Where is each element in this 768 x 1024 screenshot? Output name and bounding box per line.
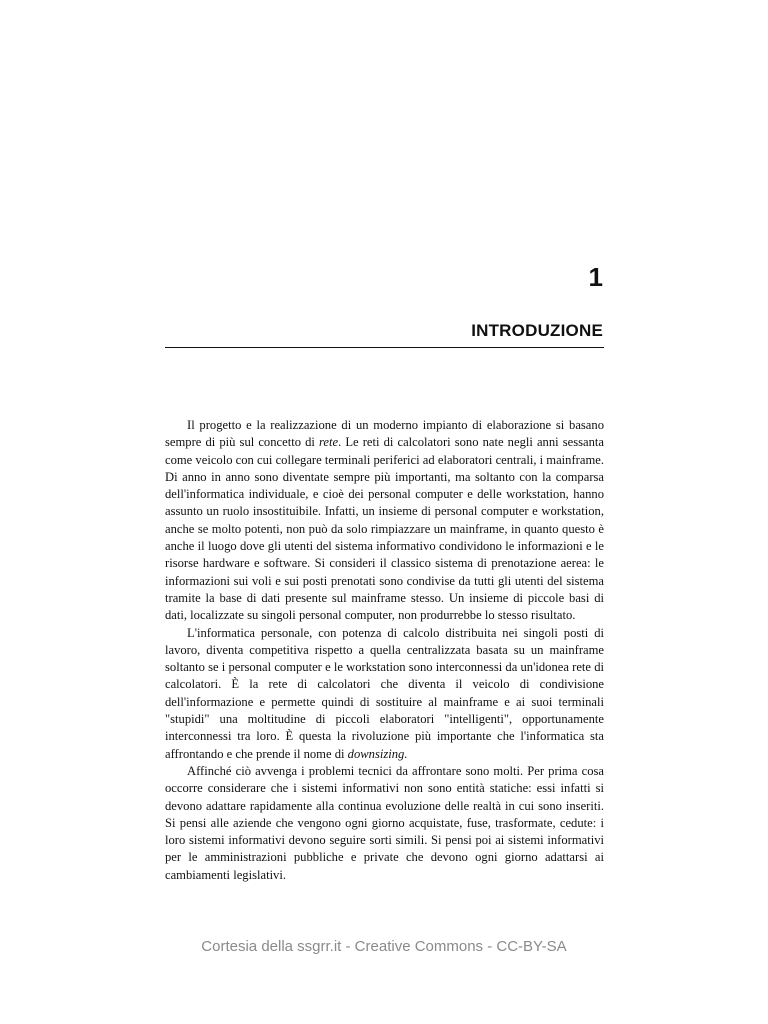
chapter-number: 1 (588, 262, 603, 292)
paragraph-3 (165, 763, 604, 884)
paragraph-2-text-a: L'informatica personale, con potenza di calcolo distribuita nei singoli posti di lavoro, diventa competitiva rispetto a quella centralizzata basata su un mainframe soltanto se i personal computer e le workstation sono interconnessi da un'idonea rete di calcolatori. È la rete di calcolatori che diventa il veicolo di condivisione dell'informazione e permette quindi di sostituire al mainframe e ai suoi terminali "stupidi" una moltitudine di piccoli elaboratori "intelligenti", opportunamente interconnessi tra loro. È questa la rivoluzione più importante che l'informatica sta affrontando e che prende il nome di (165, 625, 604, 761)
chapter-divider (165, 347, 604, 348)
footer-credit: Cortesia della ssgrr.it - Creative Commons - CC-BY-SA (201, 938, 567, 955)
paragraph-2 (165, 625, 604, 763)
paragraph-1-text-a: Il progetto e la realizzazione di un moderno impianto di elaborazione si basano sempre di più sul concetto di (165, 418, 604, 450)
chapter-body (165, 417, 604, 884)
term-downsizing: downsizing. (347, 746, 408, 761)
paragraph-3-text: Affinché ciò avvenga i problemi tecnici da affrontare sono molti. Per prima cosa occorre considerare che i sistemi informativi non sono entità statiche: essi infatti si devono adattare rapidamente alla continua evoluzione delle realtà in cui sono inseriti. Si pensi alle aziende che vengono ogni giorno acquistate, fuse, trasformate, cedute: i loro sistemi informativi devono seguire sorti simili. Si pensi poi ai sistemi informativi per le amministrazioni pubbliche e private che devono ogni giorno adattarsi ai cambiamenti legislativi. (165, 763, 604, 882)
term-rete: rete (318, 435, 339, 450)
paragraph-1 (165, 417, 604, 625)
paragraph-1-text-b: . Le reti di calcolatori sono nate negli anni sessanta come veicolo con cui collegare terminali periferici ad elaboratori centrali, i mainframe. Di anno in anno sono diventate sempre più importanti, ma soltanto con la comparsa dell'informatica individuale, e cioè dei personal computer e delle workstation, hanno assunto un ruolo insostituibile. Infatti, un insieme di personal computer e workstation, anche se molto potenti, non può da solo rimpiazzare un mainframe, in quanto questo è anche il luogo dove gli utenti del sistema informativo condividono le informazioni e le risorse hardware e software. Si consideri il classico sistema di prenotazione aerea: le informazioni sui voli e sui posti prenotati sono condivise da tutti gli utenti del sistema tramite la base di dati presente sul mainframe stesso. Un insieme di piccole basi di dati, localizzate su singoli personal computer, non produrrebbe lo stesso risultato. (165, 435, 605, 623)
chapter-title: INTRODUZIONE (471, 321, 603, 340)
